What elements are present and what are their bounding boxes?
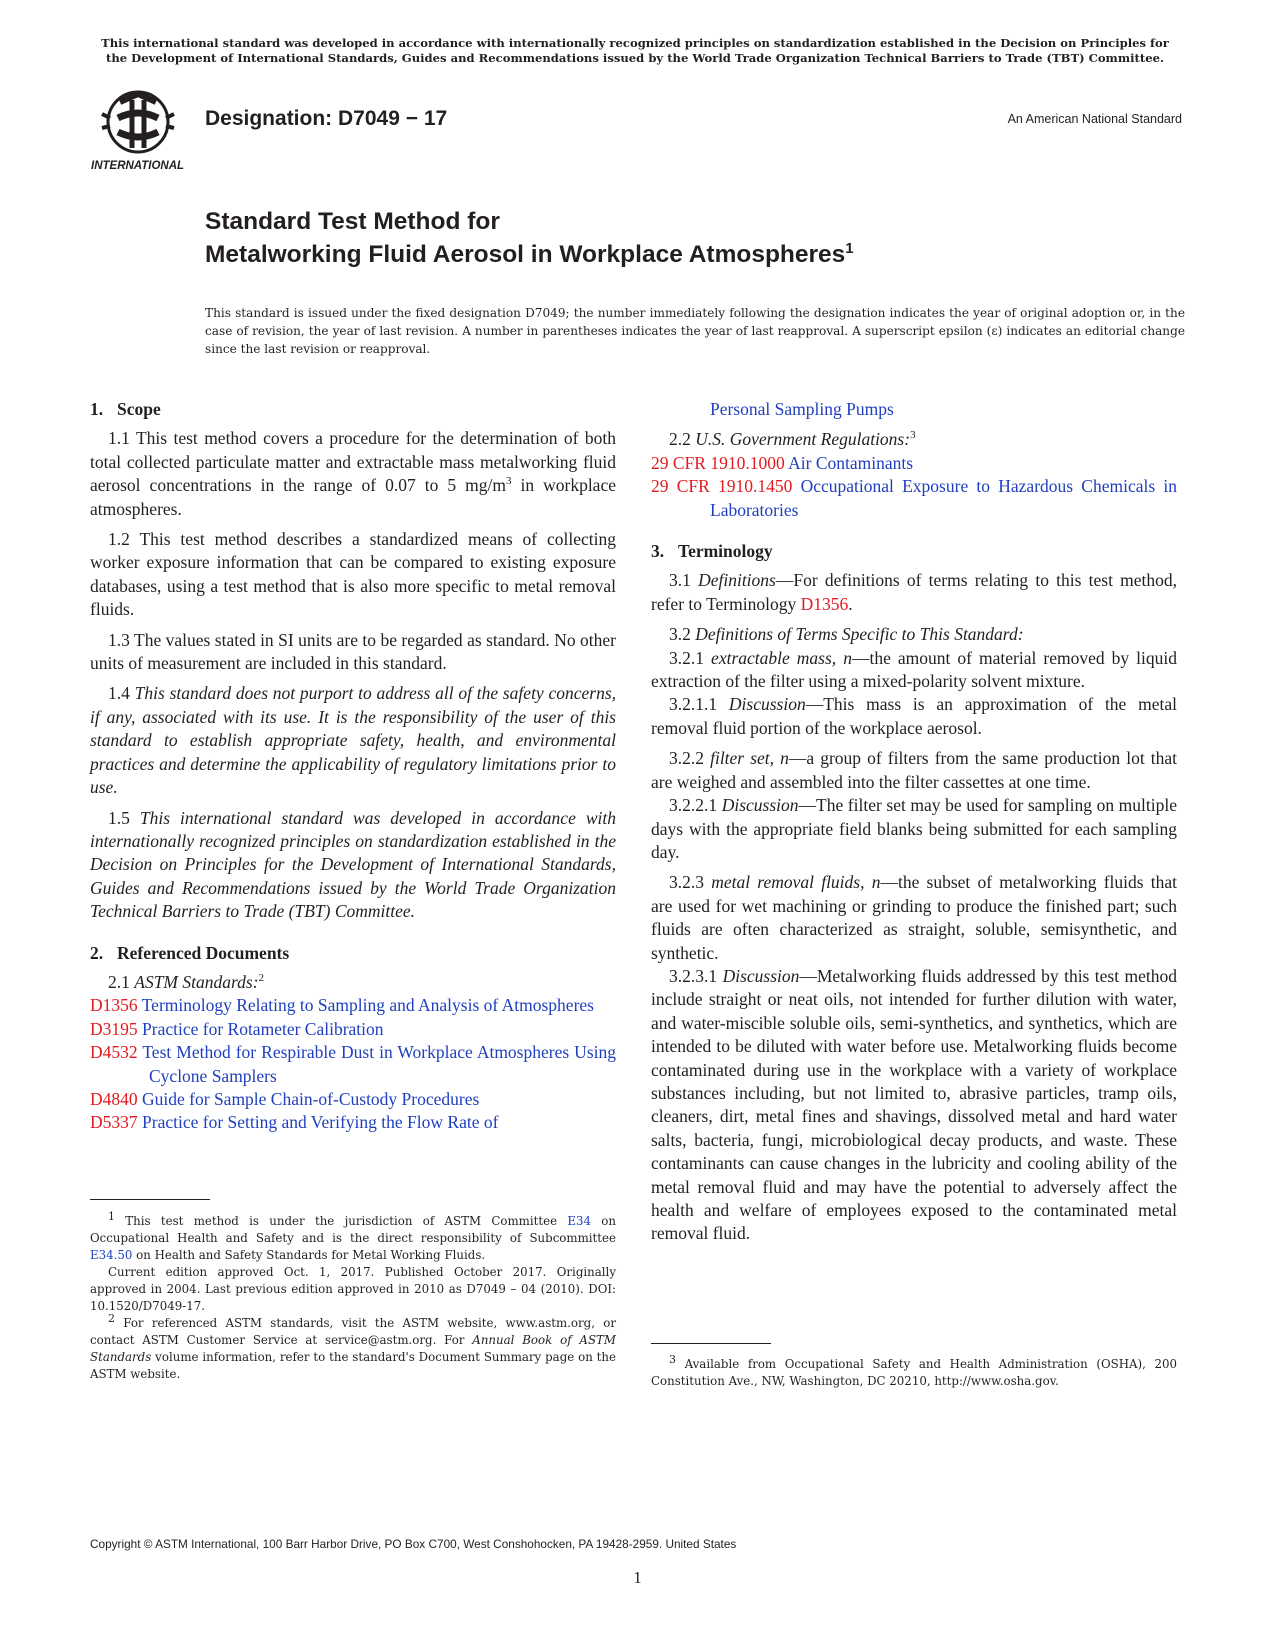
footnote-rule-right — [651, 1343, 771, 1344]
footnote-2: $^2$ For referenced ASTM standards, visit the ASTM website, www.astm.org, or contact ASTM Customer Service at service@astm.org. For Annual Book of ASTM Standards volume information, refer to the standard's Document Summary page on the ASTM website. — [90, 1312, 616, 1381]
top-notice: This international standard was developed in accordance with internationally recognized principles on standardization established in the Decision on Principles for the Development of International Standards, Guides and Recommendations issued by the World Trade Organization Technical Barriers to Trade (TBT) Committee. — [101, 36, 1169, 65]
right-column — [651, 398, 1177, 1246]
para-3-2: 3.2 Definitions of Terms Specific to This Standard: — [669, 624, 1024, 645]
para-1-5: 1.5 This international standard was developed in accordance with internationally recognized principles on standardization established in the Decision on Principles for the Development of International Standards, Guides and Recommendations issued by the World Trade Organization Technical Barriers to Trade (TBT) Committee. — [90, 807, 617, 922]
astm-logo-icon — [88, 88, 194, 176]
link-e34-50[interactable]: E34.50 — [90, 1248, 133, 1262]
link-d1356[interactable]: D1356 — [800, 593, 849, 614]
para-2-1: 2.1 ASTM Standards:$^2$ — [108, 971, 265, 992]
para-3-2-3: 3.2.3 metal removal fluids, n—the subset of metalworking fluids that are used for wet machining or grinding to produce the finished part; such fluids are often characterized as straight, soluble, semisynthetic, and synthetic. — [651, 872, 1178, 963]
para-1-3: 1.3 The values stated in SI units are to be regarded as standard. No other units of measurement are included in this standard. — [90, 629, 616, 674]
para-3-2-1: 3.2.1 extractable mass, n—the amount of material removed by liquid extraction of the filter using a mixed-polarity solvent mixture. — [651, 647, 1178, 692]
ref-d4840[interactable]: D4840 Guide for Sample Chain-of-Custody Procedures — [90, 1088, 480, 1109]
american-national-standard: An American National Standard — [1007, 112, 1182, 126]
footnotes-left — [90, 1210, 616, 1383]
astm-logo — [88, 88, 194, 176]
ref-d4532[interactable]: D4532 Test Method for Respirable Dust in Workplace Atmospheres Using Cyclone Samplers — [90, 1042, 616, 1086]
left-column — [90, 398, 616, 1135]
footnote-3: $^3$ Available from Occupational Safety and Health Administration (OSHA), 200 Constitution Ave., NW, Washington, DC 20210, http://www.osha.gov. — [651, 1353, 1177, 1388]
designation: Designation: D7049 − 17 — [205, 107, 448, 130]
ref-d5337-continued[interactable]: Personal Sampling Pumps — [710, 399, 894, 419]
copyright-footer: Copyright © ASTM International, 100 Barr Harbor Drive, PO Box C700, West Conshohocken, PA 19428-2959. United States — [90, 1537, 737, 1551]
link-e34[interactable]: E34 — [567, 1214, 591, 1228]
para-1-4: 1.4 This standard does not purport to address all of the safety concerns, if any, associated with its use. It is the responsibility of the user of this standard to establish appropriate safety, health, and environmental practices and determine the applicability of regulatory limitations prior to use. — [90, 683, 617, 798]
page-number: 1 — [633, 1568, 642, 1587]
para-1-2: 1.2 This test method describes a standardized means of collecting worker exposure information that can be compared to existing exposure databases, using a test method that is also more specific to metal removal fluids. — [90, 529, 616, 620]
para-3-2-3-1: 3.2.3.1 Discussion—Metalworking fluids addressed by this test method include straight or neat oils, not intended for further dilution with water, and water-miscible soluble oils, semi-synthetics, and synthetics, which are intended to be diluted with water before use. Metalworking fluids become contaminated during use in the workplace with a variety of workplace substances including, but not limited to, abrasive particles, tramp oils, cleaners, dirt, metal fines and shavings, dissolved metal and hard water salts, bacteria, fungi, microbiological decay products, and waste. These contaminants can cause changes in the lubricity and cooling ability of the metal removal fluid and may have the potential to adversely affect the health and welfare of employees exposed to the contaminated metal removal fluid. — [651, 965, 1178, 1244]
title-line-2: Metalworking Fluid Aerosol in Workplace Atmospheres$^1$ — [205, 239, 854, 268]
title-footnote-mark: 1 — [845, 239, 854, 257]
para-3-2-1-1: 3.2.1.1 Discussion—This mass is an approximation of the metal removal fluid portion of the workplace aerosol. — [651, 694, 1177, 738]
title-line-1: Standard Test Method for — [205, 208, 500, 235]
section-heading-referenced: 2. Referenced Documents — [90, 942, 290, 963]
ref-29cfr-1910-1000[interactable]: 29 CFR 1910.1000 Air Contaminants — [651, 452, 914, 473]
section-heading-scope: 1. Scope — [90, 399, 161, 419]
para-1-1: 1.1 This test method covers a procedure for the determination of both total collected particulate matter and extractable mass metalworking fluid aerosol concentrations in the range of 0.07 to 5 $mg/m^3$ in workplace atmospheres. — [90, 428, 616, 519]
issued-note: This standard is issued under the fixed designation D7049; the number immediately following the designation indicates the year of original adoption or, in the case of revision, the year of last revision. A number in parentheses indicates the year of last reapproval. A superscript epsilon (ε) indicates an editorial change since the last revision or reapproval. — [205, 306, 1185, 356]
ref-d3195[interactable]: D3195 Practice for Rotameter Calibration — [90, 1018, 384, 1039]
para-3-2-2-1: 3.2.2.1 Discussion—The filter set may be used for sampling on multiple days with the appropriate field blanks being submitted for each sampling day. — [651, 795, 1177, 862]
logo-text: INTERNATIONAL — [91, 160, 185, 172]
footnotes-right — [651, 1353, 1177, 1390]
ref-d1356[interactable]: D1356 Terminology Relating to Sampling and Analysis of Atmospheres — [90, 995, 594, 1016]
para-3-1: 3.1 Definitions—For definitions of terms relating to this test method, refer to Terminology D1356. — [651, 570, 1178, 614]
para-2-2: 2.2 U.S. Government Regulations:$^3$ — [669, 429, 916, 450]
section-heading-terminology: 3. Terminology — [651, 541, 773, 562]
footnote-1-edition: Current edition approved Oct. 1, 2017. Published October 2017. Originally approved in 2004. Last previous edition approved in 2010 as D7049 – 04 (2010). DOI: 10.1520/D7049-17. — [90, 1265, 616, 1313]
para-3-2-2: 3.2.2 filter set, n—a group of filters from the same production lot that are weighed and assembled into the filter cassettes at one time. — [651, 748, 1178, 792]
footnote-rule-left — [90, 1199, 210, 1200]
ref-d5337[interactable]: D5337 Practice for Setting and Verifying the Flow Rate of — [90, 1112, 499, 1133]
document-title — [205, 205, 854, 271]
ref-29cfr-1910-1450[interactable]: 29 CFR 1910.1450 Occupational Exposure to Hazardous Chemicals in Laboratories — [651, 476, 1178, 520]
footnote-1: $^1$ This test method is under the jurisdiction of ASTM Committee E34 on Occupational Health and Safety and is the direct responsibility of Subcommittee E34.50 on Health and Safety Standards for Metal Working Fluids. — [90, 1210, 616, 1262]
